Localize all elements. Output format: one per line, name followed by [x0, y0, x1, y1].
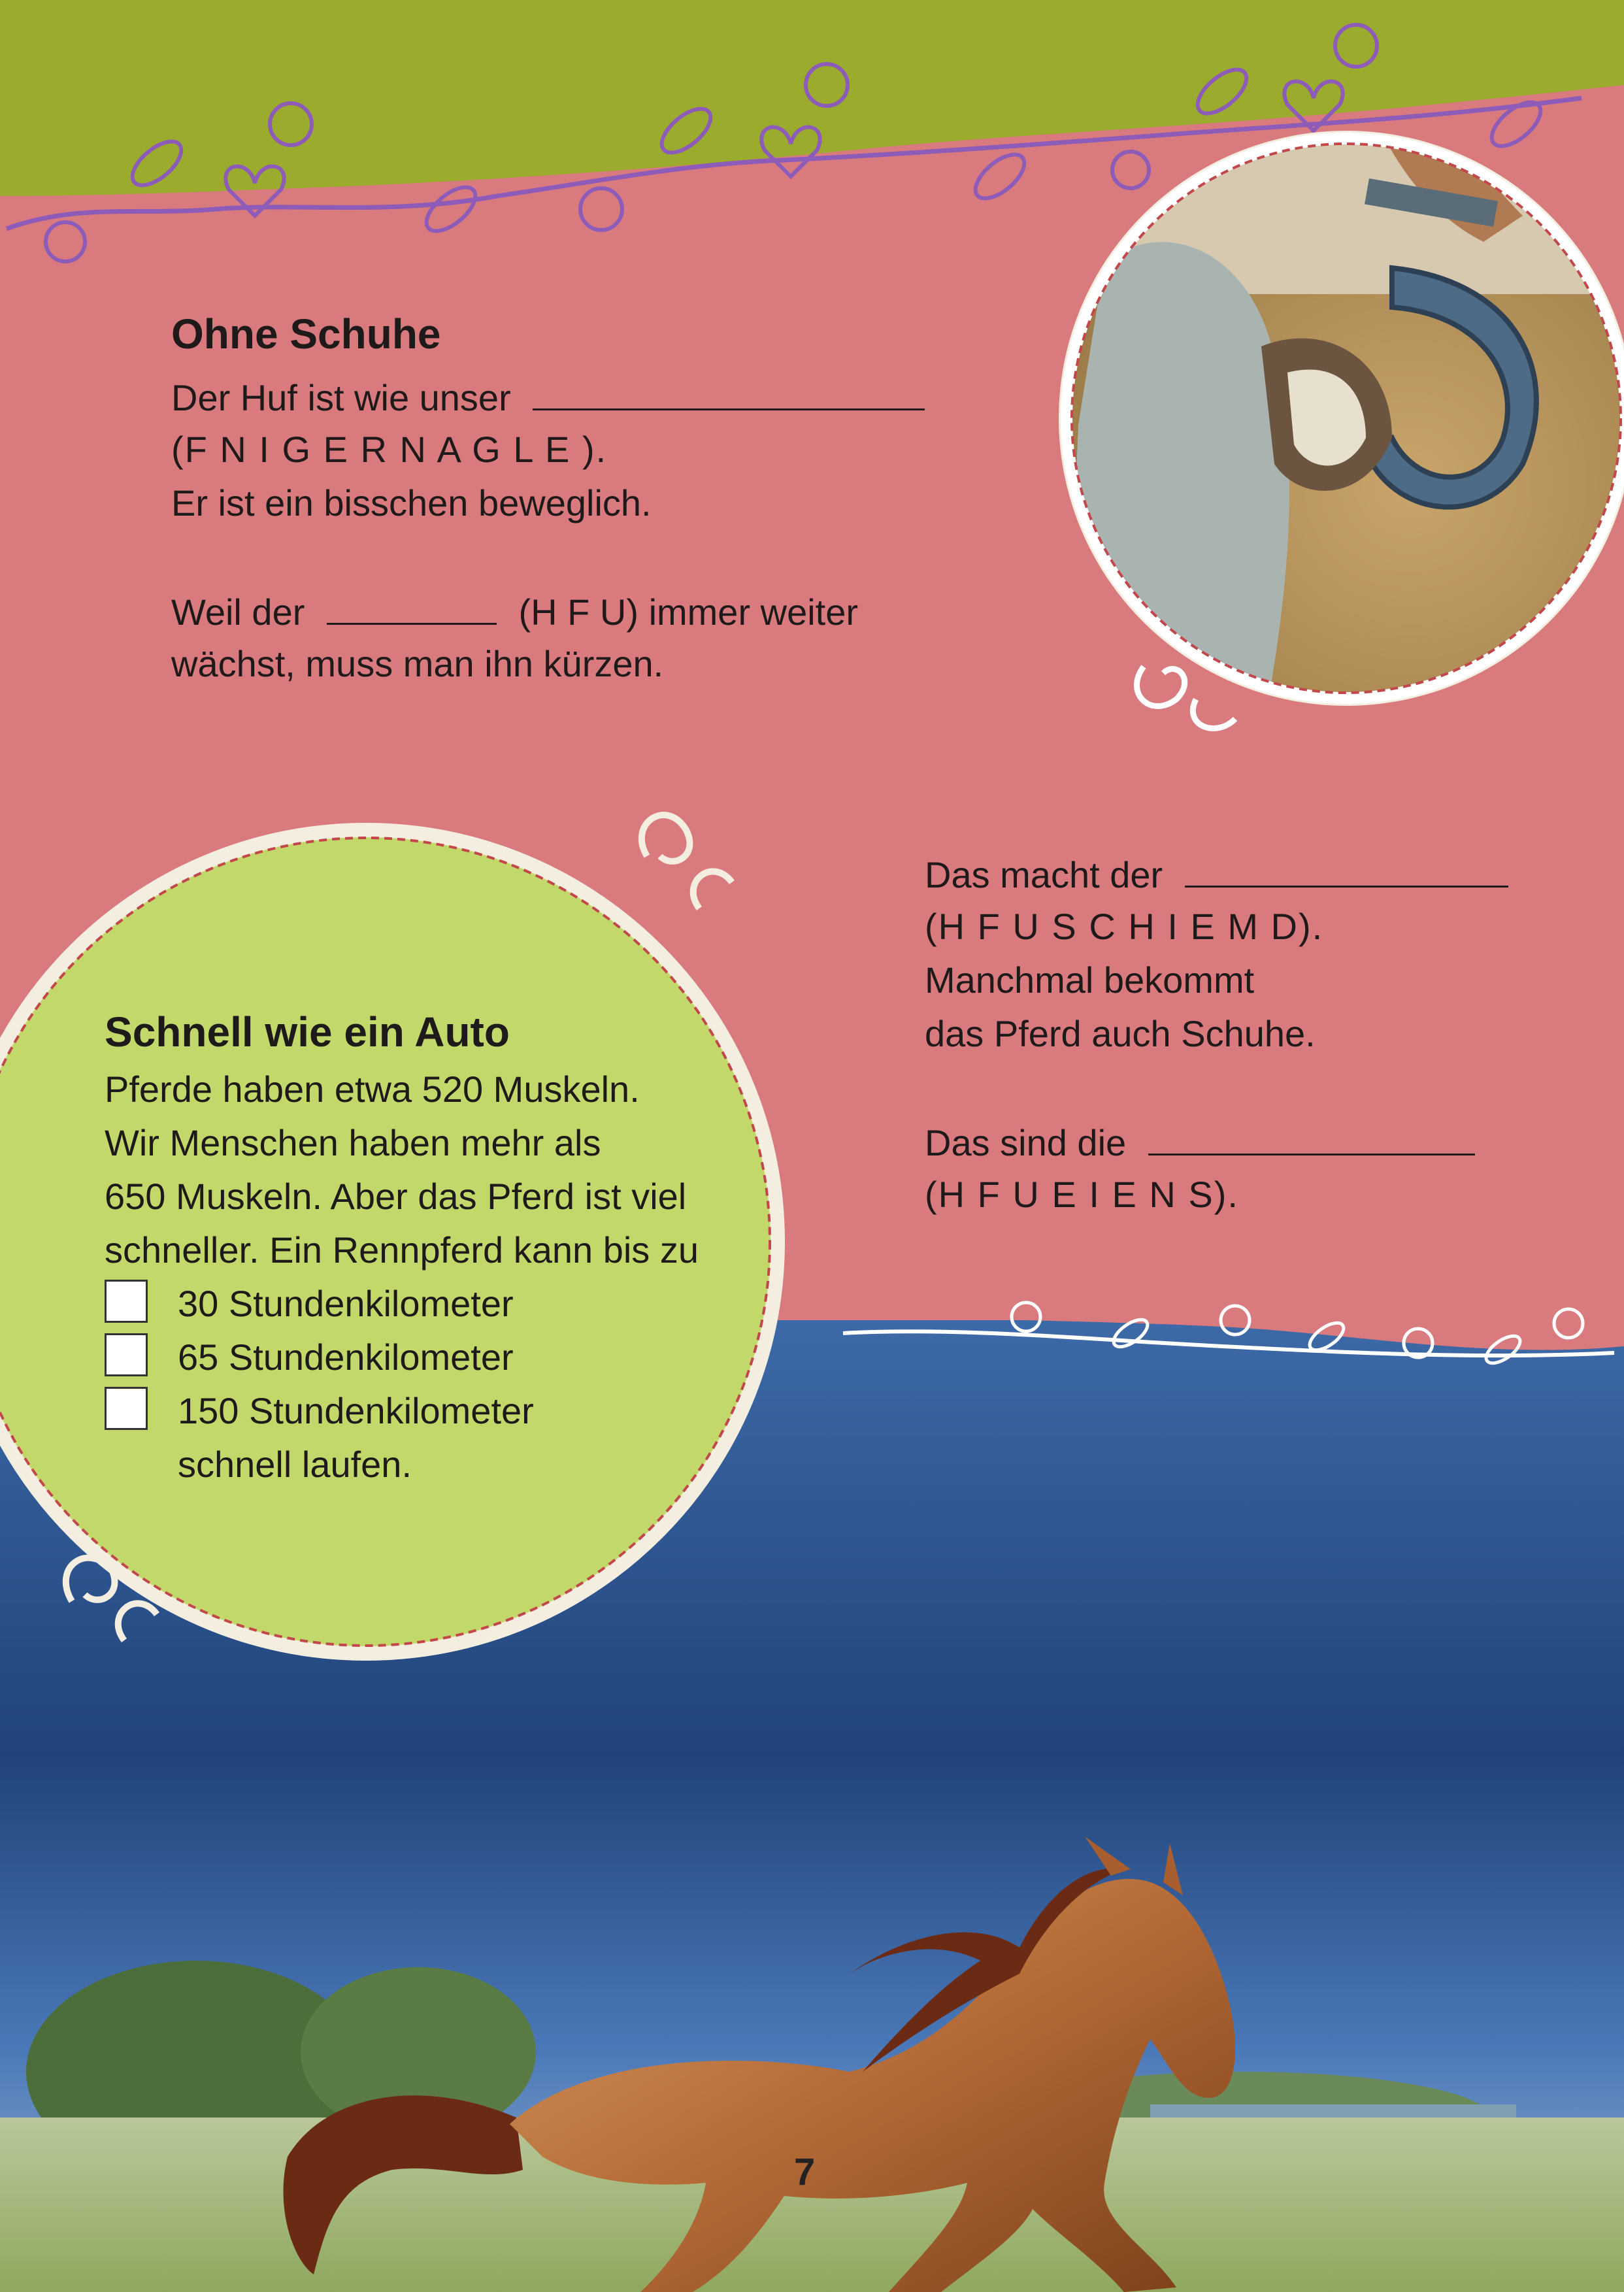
text-line — [925, 846, 1508, 902]
text-line: Pferde haben etwa 520 Muskeln. — [105, 1069, 640, 1110]
text-fragment: Das macht der — [925, 854, 1163, 895]
fill-in-blank[interactable] — [1148, 1114, 1475, 1155]
text-fragment: Der Huf ist wie unser — [171, 377, 511, 418]
fill-in-blank[interactable] — [327, 584, 497, 625]
option-label: 150 Stundenkilometer — [178, 1390, 534, 1431]
text-line: das Pferd auch Schuhe. — [925, 1013, 1316, 1054]
text-line: 650 Muskeln. Aber das Pferd ist viel — [105, 1176, 687, 1217]
text-fragment: Das sind die — [925, 1122, 1127, 1163]
checkbox-option-2[interactable] — [105, 1333, 148, 1376]
flower-ornament-border-lower — [830, 1287, 1624, 1405]
text-line: Er ist ein bisschen beweglich. — [171, 482, 652, 523]
page-number: 7 — [794, 2151, 816, 2193]
fill-in-blank[interactable] — [1185, 846, 1508, 888]
text-line: Wir Menschen haben mehr als — [105, 1122, 601, 1163]
scrambled-word: (H F U S C H I E M D). — [925, 906, 1324, 947]
text-line: schnell laufen. — [178, 1444, 412, 1485]
section-heading-schnell-wie-ein-auto: Schnell wie ein Auto — [105, 1008, 510, 1055]
text-line — [925, 1114, 1475, 1170]
option-label: 30 Stundenkilometer — [178, 1283, 514, 1324]
section-heading-ohne-schuhe: Ohne Schuhe — [171, 310, 441, 357]
text-line — [171, 369, 925, 425]
checkbox-option-3[interactable] — [105, 1387, 148, 1430]
fill-in-blank[interactable] — [533, 369, 925, 410]
text-line — [171, 584, 858, 639]
text-fragment: (H F U) immer weiter — [518, 591, 859, 633]
checkbox-option-1[interactable] — [105, 1280, 148, 1323]
scrambled-word: (H F U E I E N S). — [925, 1174, 1239, 1215]
text-line: Manchmal bekommt — [925, 959, 1255, 1001]
text-fragment: Weil der — [171, 591, 305, 633]
scrambled-word: (F N I G E R N A G L E ). — [171, 429, 608, 470]
option-label: 65 Stundenkilometer — [178, 1337, 514, 1378]
text-line: wächst, muss man ihn kürzen. — [171, 643, 664, 684]
horseshoe-photo — [1026, 98, 1624, 739]
text-line: schneller. Ein Rennpferd kann bis zu — [105, 1229, 699, 1271]
